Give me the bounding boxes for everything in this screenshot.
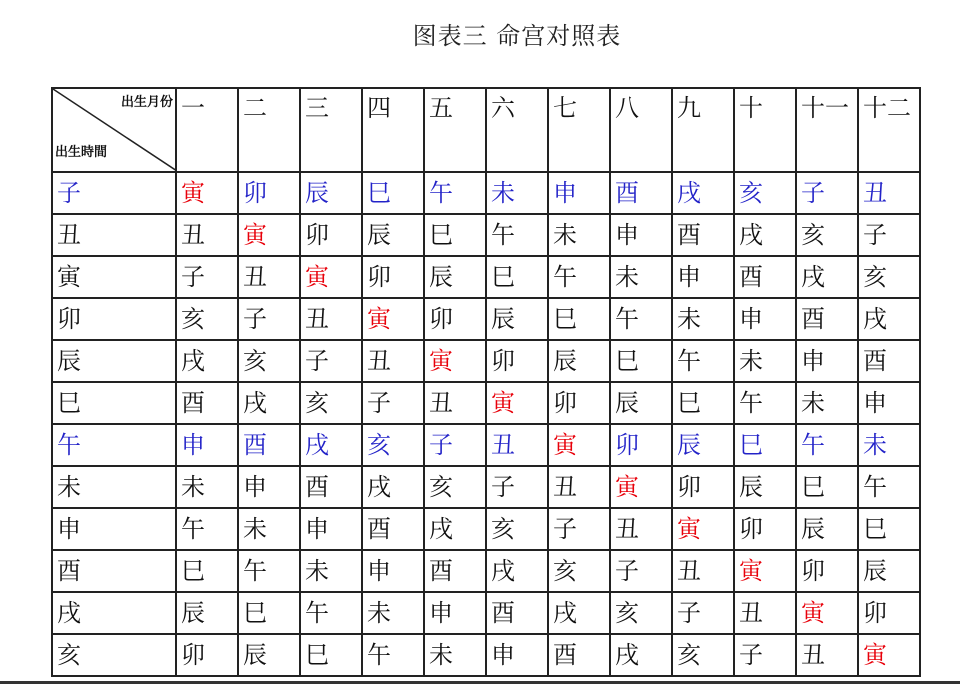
month-header-cell: 一 [176, 88, 238, 172]
palace-cell: 申 [734, 298, 796, 340]
palace-cell: 丑 [548, 466, 610, 508]
palace-cell: 未 [610, 256, 672, 298]
palace-cell: 戌 [610, 634, 672, 676]
palace-cell: 丑 [858, 172, 920, 214]
month-header-cell: 五 [424, 88, 486, 172]
palace-cell: 戌 [424, 508, 486, 550]
palace-cell: 寅 [424, 340, 486, 382]
palace-cell: 亥 [300, 382, 362, 424]
palace-cell: 申 [300, 508, 362, 550]
palace-cell: 寅 [672, 508, 734, 550]
palace-cell: 午 [300, 592, 362, 634]
palace-cell: 卯 [858, 592, 920, 634]
table-row [52, 298, 920, 340]
palace-cell: 未 [300, 550, 362, 592]
palace-cell: 子 [610, 550, 672, 592]
palace-cell: 未 [796, 382, 858, 424]
palace-cell: 亥 [672, 634, 734, 676]
palace-cell: 辰 [796, 508, 858, 550]
hour-label-cell: 午 [52, 424, 176, 466]
palace-cell: 巳 [796, 466, 858, 508]
palace-cell: 亥 [362, 424, 424, 466]
palace-cell: 子 [300, 340, 362, 382]
palace-cell: 辰 [548, 340, 610, 382]
palace-cell: 巳 [672, 382, 734, 424]
palace-cell: 子 [486, 466, 548, 508]
hour-label-cell: 丑 [52, 214, 176, 256]
palace-cell: 申 [858, 382, 920, 424]
palace-cell: 丑 [176, 214, 238, 256]
bottom-divider [0, 681, 960, 684]
hour-label-cell: 卯 [52, 298, 176, 340]
palace-cell: 辰 [238, 634, 300, 676]
palace-cell: 戌 [796, 256, 858, 298]
palace-cell: 子 [176, 256, 238, 298]
palace-cell: 寅 [610, 466, 672, 508]
hour-label-cell: 辰 [52, 340, 176, 382]
palace-cell: 午 [176, 508, 238, 550]
palace-cell: 午 [238, 550, 300, 592]
palace-cell: 午 [362, 634, 424, 676]
palace-cell: 辰 [362, 214, 424, 256]
palace-cell: 寅 [796, 592, 858, 634]
month-header-cell: 三 [300, 88, 362, 172]
palace-cell: 子 [548, 508, 610, 550]
palace-cell: 辰 [300, 172, 362, 214]
palace-cell: 亥 [424, 466, 486, 508]
palace-cell: 未 [176, 466, 238, 508]
palace-cell: 午 [610, 298, 672, 340]
table-row [52, 256, 920, 298]
palace-cell: 巳 [548, 298, 610, 340]
palace-cell: 未 [858, 424, 920, 466]
table-row [52, 508, 920, 550]
palace-cell: 酉 [548, 634, 610, 676]
palace-cell: 卯 [610, 424, 672, 466]
palace-cell: 酉 [796, 298, 858, 340]
palace-cell: 寅 [734, 550, 796, 592]
palace-cell: 酉 [176, 382, 238, 424]
hour-label-cell: 寅 [52, 256, 176, 298]
palace-cell: 未 [734, 340, 796, 382]
month-header-cell: 九 [672, 88, 734, 172]
palace-cell: 丑 [486, 424, 548, 466]
palace-cell: 辰 [486, 298, 548, 340]
palace-table [51, 87, 921, 677]
palace-cell: 酉 [858, 340, 920, 382]
palace-cell: 酉 [610, 172, 672, 214]
palace-cell: 卯 [300, 214, 362, 256]
palace-cell: 未 [548, 214, 610, 256]
palace-cell: 卯 [548, 382, 610, 424]
palace-cell: 卯 [734, 508, 796, 550]
month-header-cell: 六 [486, 88, 548, 172]
month-header-cell: 十二 [858, 88, 920, 172]
palace-cell: 丑 [300, 298, 362, 340]
palace-cell: 辰 [610, 382, 672, 424]
hour-label-cell: 巳 [52, 382, 176, 424]
palace-cell: 亥 [734, 172, 796, 214]
hour-label-cell: 酉 [52, 550, 176, 592]
palace-cell: 巳 [424, 214, 486, 256]
palace-cell: 巳 [610, 340, 672, 382]
palace-cell: 申 [610, 214, 672, 256]
palace-cell: 卯 [486, 340, 548, 382]
palace-cell: 申 [548, 172, 610, 214]
palace-cell: 酉 [238, 424, 300, 466]
table-row [52, 172, 920, 214]
palace-cell: 寅 [238, 214, 300, 256]
palace-cell: 戌 [734, 214, 796, 256]
palace-cell: 亥 [176, 298, 238, 340]
palace-cell: 午 [424, 172, 486, 214]
table-row [52, 340, 920, 382]
palace-cell: 酉 [300, 466, 362, 508]
palace-cell: 辰 [672, 424, 734, 466]
palace-cell: 酉 [424, 550, 486, 592]
palace-cell: 亥 [548, 550, 610, 592]
palace-cell: 寅 [858, 634, 920, 676]
palace-cell: 未 [486, 172, 548, 214]
table-row [52, 424, 920, 466]
palace-cell: 卯 [238, 172, 300, 214]
palace-cell: 子 [734, 634, 796, 676]
palace-cell: 卯 [362, 256, 424, 298]
month-header-cell: 四 [362, 88, 424, 172]
month-header-cell: 二 [238, 88, 300, 172]
palace-cell: 戌 [176, 340, 238, 382]
palace-cell: 辰 [176, 592, 238, 634]
month-header-cell: 十一 [796, 88, 858, 172]
palace-cell: 丑 [796, 634, 858, 676]
palace-cell: 午 [672, 340, 734, 382]
palace-cell: 申 [486, 634, 548, 676]
palace-cell: 子 [858, 214, 920, 256]
table-row [52, 214, 920, 256]
palace-cell: 午 [858, 466, 920, 508]
palace-cell: 丑 [238, 256, 300, 298]
palace-cell: 辰 [858, 550, 920, 592]
palace-cell: 子 [238, 298, 300, 340]
palace-cell: 戌 [362, 466, 424, 508]
palace-cell: 申 [424, 592, 486, 634]
header-row [52, 88, 920, 172]
palace-cell: 午 [796, 424, 858, 466]
palace-cell: 申 [238, 466, 300, 508]
table-row [52, 382, 920, 424]
table-row [52, 634, 920, 676]
palace-cell: 丑 [734, 592, 796, 634]
palace-cell: 未 [672, 298, 734, 340]
palace-cell: 申 [672, 256, 734, 298]
palace-cell: 卯 [796, 550, 858, 592]
palace-cell: 戌 [238, 382, 300, 424]
hour-label-cell: 戌 [52, 592, 176, 634]
palace-cell: 亥 [610, 592, 672, 634]
palace-cell: 亥 [796, 214, 858, 256]
corner-header-cell [52, 88, 176, 172]
palace-cell: 巳 [734, 424, 796, 466]
palace-cell: 巳 [176, 550, 238, 592]
palace-cell: 寅 [300, 256, 362, 298]
palace-cell: 巳 [858, 508, 920, 550]
palace-cell: 亥 [238, 340, 300, 382]
palace-cell: 酉 [362, 508, 424, 550]
month-header-cell: 七 [548, 88, 610, 172]
palace-cell: 申 [796, 340, 858, 382]
palace-cell: 子 [362, 382, 424, 424]
palace-cell: 巳 [486, 256, 548, 298]
palace-cell: 巳 [300, 634, 362, 676]
palace-cell: 戌 [300, 424, 362, 466]
palace-cell: 辰 [734, 466, 796, 508]
palace-cell: 巳 [238, 592, 300, 634]
month-header-cell: 十 [734, 88, 796, 172]
palace-cell: 未 [238, 508, 300, 550]
palace-cell: 丑 [672, 550, 734, 592]
palace-cell: 丑 [424, 382, 486, 424]
table-row [52, 592, 920, 634]
palace-cell: 卯 [672, 466, 734, 508]
palace-cell: 亥 [486, 508, 548, 550]
palace-cell: 丑 [362, 340, 424, 382]
palace-cell: 酉 [486, 592, 548, 634]
palace-cell: 寅 [176, 172, 238, 214]
palace-cell: 寅 [486, 382, 548, 424]
palace-cell: 未 [362, 592, 424, 634]
palace-cell: 子 [672, 592, 734, 634]
month-header-cell: 八 [610, 88, 672, 172]
palace-cell: 申 [362, 550, 424, 592]
hour-label-cell: 子 [52, 172, 176, 214]
month-axis-label: 出生月份 [120, 95, 173, 110]
palace-cell: 卯 [424, 298, 486, 340]
palace-cell: 未 [424, 634, 486, 676]
palace-cell: 午 [734, 382, 796, 424]
palace-cell: 子 [796, 172, 858, 214]
palace-cell: 卯 [176, 634, 238, 676]
palace-cell: 午 [486, 214, 548, 256]
palace-cell: 辰 [424, 256, 486, 298]
table-row [52, 550, 920, 592]
hour-label-cell: 未 [52, 466, 176, 508]
palace-cell: 亥 [858, 256, 920, 298]
palace-cell: 丑 [610, 508, 672, 550]
palace-cell: 寅 [548, 424, 610, 466]
palace-cell: 戌 [672, 172, 734, 214]
palace-cell: 巳 [362, 172, 424, 214]
hour-label-cell: 申 [52, 508, 176, 550]
palace-cell: 午 [548, 256, 610, 298]
palace-cell: 戌 [548, 592, 610, 634]
palace-cell: 申 [176, 424, 238, 466]
palace-cell: 子 [424, 424, 486, 466]
palace-cell: 酉 [734, 256, 796, 298]
chart-title: 图表三 命宫对照表 [412, 22, 622, 50]
hour-label-cell: 亥 [52, 634, 176, 676]
palace-cell: 戌 [858, 298, 920, 340]
palace-cell: 戌 [486, 550, 548, 592]
hour-axis-label: 出生時間 [55, 145, 108, 160]
table-row [52, 466, 920, 508]
palace-cell: 酉 [672, 214, 734, 256]
palace-cell: 寅 [362, 298, 424, 340]
